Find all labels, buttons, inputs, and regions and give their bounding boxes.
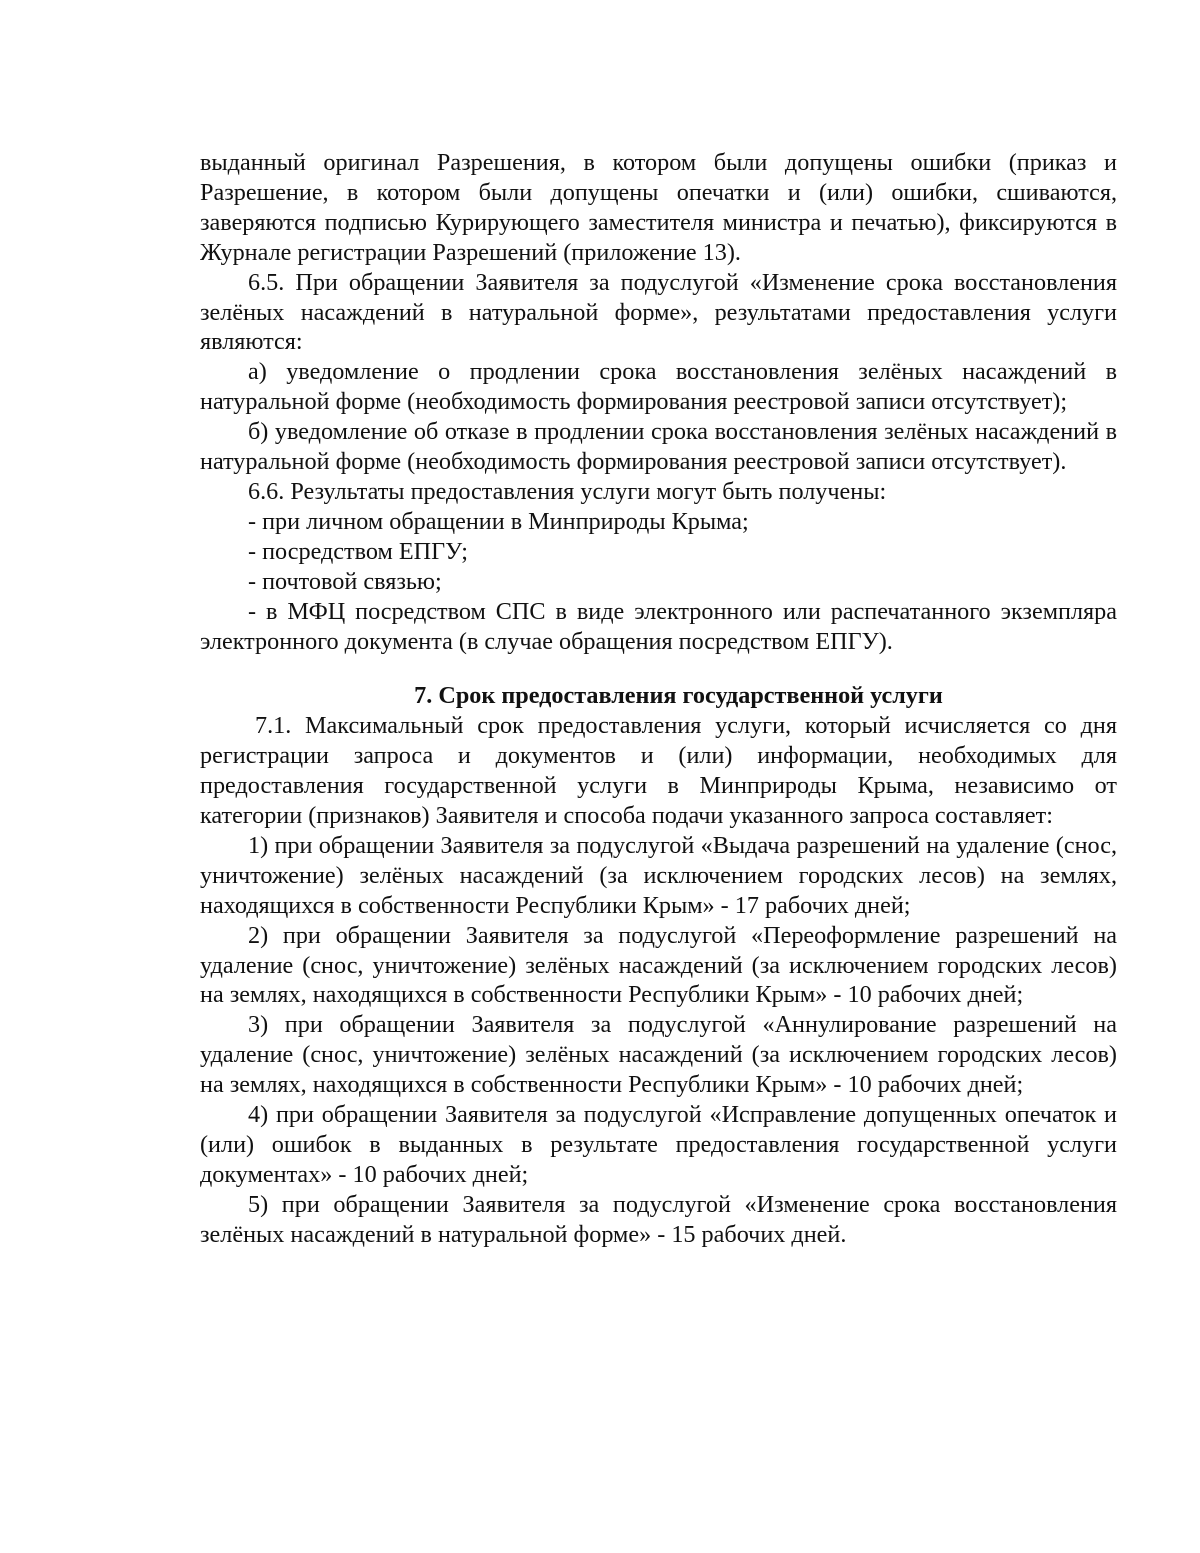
paragraph-6-5: 6.5. При обращении Заявителя за подуслугой «Изменение срока восстановления зелёных насаждений в натуральной форме», результатами предоставления услуги являются:: [200, 268, 1117, 356]
paragraph-7-1-2: 2) при обращении Заявителя за подуслугой «Переоформление разрешений на удаление (снос, уничтожение) зелёных насаждений (за исключением городских лесов) на землях, находящихся в собственности Республики Крым» - 10 рабочих дней;: [200, 921, 1117, 1009]
document-page: [200, 148, 1117, 1250]
paragraph-7-1-3: 3) при обращении Заявителя за подуслугой «Аннулирование разрешений на удаление (снос, уничтожение) зелёных насаждений (за исключением городских лесов) на землях, находящихся в собственности Республики Крым» - 10 рабочих дней;: [200, 1011, 1117, 1099]
paragraph-6-5-a: а) уведомление о продлении срока восстановления зелёных насаждений в натуральной форме (необходимость формирования реестровой записи отсутствует);: [200, 358, 1117, 416]
paragraph-7-1-4: 4) при обращении Заявителя за подуслугой «Исправление допущенных опечаток и (или) ошибок в выданных в результате предоставления государственной услуги документах» - 10 рабочих дней;: [200, 1101, 1117, 1188]
list-item-epgu: - посредством ЕПГУ;: [248, 537, 468, 565]
paragraph-7-1-5: 5) при обращении Заявителя за подуслугой «Изменение срока восстановления зелёных насаждений в натуральной форме» - 15 рабочих дней.: [200, 1190, 1117, 1248]
paragraph-continuation: выданный оригинал Разрешения, в котором были допущены ошибки (приказ и Разрешение, в котором были допущены опечатки и (или) ошибки, сшиваются, заверяются подписью Курирующего заместителя министра и печатью), фиксируются в Журнале регистрации Разрешений (приложение 13).: [200, 149, 1117, 266]
paragraph-7-1: 7.1. Максимальный срок предоставления услуги, который исчисляется со дня регистрации запроса и документов и (или) информации, необходимых для предоставления государственной услуги в Минприроды Крыма, независимо от категории (признаков) Заявителя и способа подачи указанного запроса составляет:: [200, 712, 1117, 830]
paragraph-7-1-1: 1) при обращении Заявителя за подуслугой «Выдача разрешений на удаление (снос, уничтожение) зелёных насаждений (за исключением городских лесов) на землях, находящихся в собственности Республики Крым» - 17 рабочих дней;: [200, 831, 1117, 919]
list-item-personal: - при личном обращении в Минприроды Крыма;: [248, 507, 749, 535]
paragraph-6-5-b: б) уведомление об отказе в продлении срока восстановления зелёных насаждений в натуральной форме (необходимость формирования реестровой записи отсутствует).: [200, 418, 1117, 476]
section-heading: 7. Срок предоставления государственной услуги: [414, 682, 943, 710]
list-item-mfc: - в МФЦ посредством СПС в виде электронного или распечатанного экземпляра электронного документа (в случае обращения посредством ЕПГУ).: [200, 597, 1117, 655]
list-item-post: - почтовой связью;: [248, 567, 442, 595]
paragraph-6-6: 6.6. Результаты предоставления услуги могут быть получены:: [248, 477, 887, 505]
